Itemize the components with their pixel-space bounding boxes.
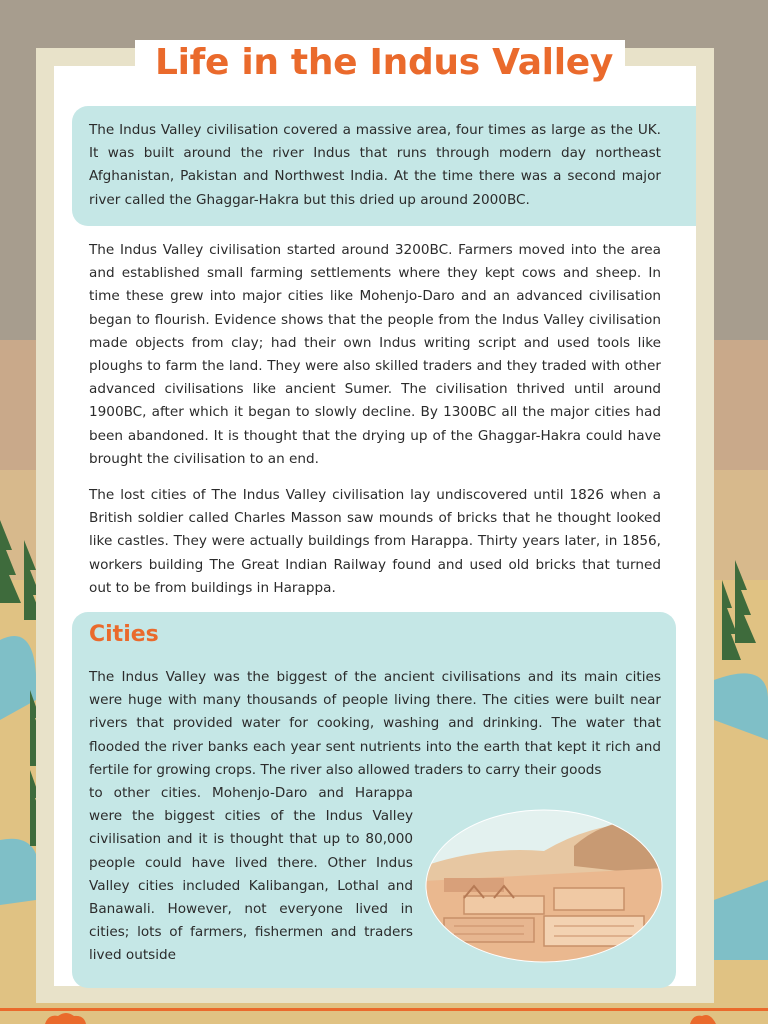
discovery-paragraph: The lost cities of The Indus Valley civilisation lay undiscovered until 1826 when a British soldier called Charles Masson saw mounds of bricks that he thought looked like castles. They were actually buildings from Harappa. Thirty years later, in 1856, workers building The Great Indian Railway found and used old bricks that turned out to be from buildings in Harappa. bbox=[89, 487, 661, 596]
cities-paragraph: The Indus Valley was the biggest of the ancient civilisations and its main cities were huge with many thousands of people living there. The cities were built near rivers that provided water for cooking, washing and drinking. The water that flooded the river banks each year sent nutrients into the earth that kept it rich and fertile for growing crops. The river also allowed traders to carry their goods bbox=[89, 669, 661, 778]
intro-paragraph: The Indus Valley civilisation covered a massive area, four times as large as the UK. It was built around the river Indus that runs through modern day northeast Afghanistan, Pakistan and Northwest India. At the time there was a second major river called the Ghaggar-Hakra but this dried up around 2000BC. bbox=[89, 122, 661, 208]
cloud-icon bbox=[40, 1012, 90, 1024]
cloud-icon bbox=[688, 1012, 718, 1024]
ruins-illustration bbox=[424, 806, 664, 966]
footer-rule bbox=[0, 1008, 768, 1011]
history-paragraph: The Indus Valley civilisation started around 3200BC. Farmers moved into the area and established small farming settlements where they kept cows and sheep. In time these grew into major cities like Mohenjo-Daro and an advanced civilisation began to flourish. Evidence shows that the people from the Indus Valley civilisation made objects from clay; had their own Indus writing script and used tools like ploughs to farm the land. They were also skilled traders and they traded with other advanced civilisations like ancient Sumer. The civilisation thrived until around 1900BC, after which it began to slowly decline. By 1300BC all the major cities had been abandoned. It is thought that the drying up of the Ghaggar-Hakra could have brought the civilisation to an end. bbox=[89, 242, 661, 467]
cities-paragraph-continued: to other cities. Mohenjo-Daro and Harappa were the biggest cities of the Indus Valley civilisation and it is thought that up to 80,000 people could have lived there. Other Indus Valley cities included Kalibangan, Lothal and Banawali. However, not everyone lived in cities; lots of farmers, fishermen and traders lived outside bbox=[89, 785, 413, 964]
page-title: Life in the Indus Valley bbox=[154, 42, 614, 83]
cities-heading: Cities bbox=[89, 622, 159, 647]
